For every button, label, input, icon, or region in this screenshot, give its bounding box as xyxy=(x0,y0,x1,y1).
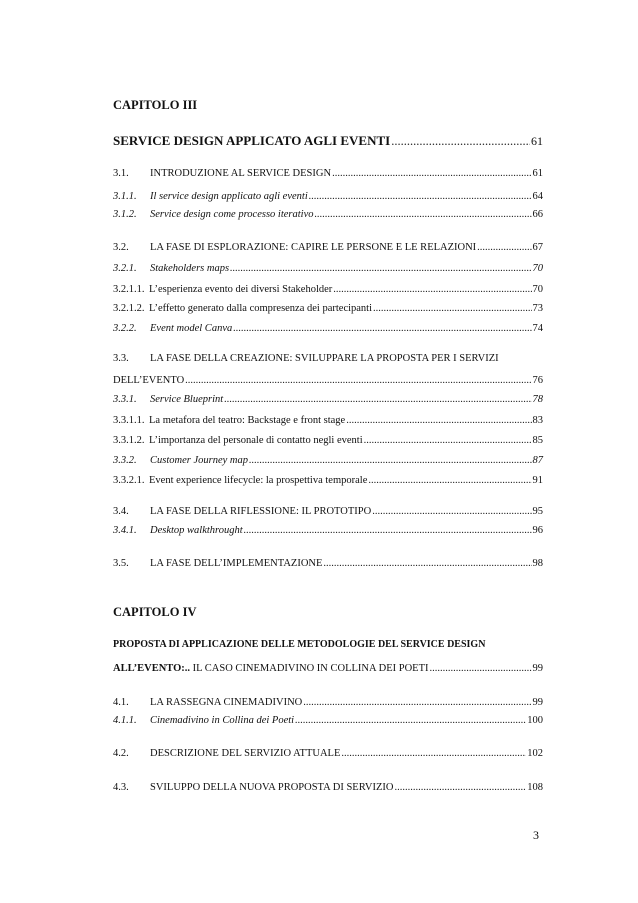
toc-page: 70 xyxy=(532,263,543,274)
chapter-3-heading: CAPITOLO III xyxy=(113,98,198,112)
leader-dots xyxy=(332,167,531,180)
toc-number: 3.2.1.1. xyxy=(113,284,145,295)
toc-page: 78 xyxy=(532,394,543,405)
toc-entry-multiline[interactable] xyxy=(113,352,499,365)
toc-title: Service design come processo iterativo xyxy=(150,209,314,220)
toc-title: Stakeholders maps xyxy=(150,263,230,274)
toc-number: 4.1. xyxy=(113,697,129,708)
toc-title: SVILUPPO DELLA NUOVA PROPOSTA DI SERVIZIO xyxy=(150,782,394,793)
leader-dots xyxy=(309,190,532,203)
toc-title: Event model Canva xyxy=(150,323,233,334)
toc-page: 91 xyxy=(532,475,543,486)
toc-page: 67 xyxy=(532,242,543,253)
toc-page: 61 xyxy=(531,134,543,148)
toc-entry[interactable] xyxy=(113,714,543,727)
toc-number: 3.1.2. xyxy=(113,209,137,220)
leader-dots xyxy=(333,283,531,296)
toc-page: 99 xyxy=(532,663,543,674)
toc-title: SERVICE DESIGN APPLICATO AGLI EVENTI xyxy=(113,133,391,148)
leader-dots xyxy=(314,208,531,221)
leader-dots xyxy=(244,524,532,537)
leader-dots xyxy=(341,747,526,760)
leader-dots xyxy=(372,505,531,518)
toc-entry[interactable] xyxy=(113,524,543,537)
toc-title: LA RASSEGNA CINEMADIVINO xyxy=(150,697,303,708)
leader-dots xyxy=(303,696,531,709)
toc-title: Service Blueprint xyxy=(150,394,224,405)
toc-number: 3.2. xyxy=(113,242,129,253)
toc-entry[interactable] xyxy=(113,322,543,335)
toc-title: Customer Journey map xyxy=(150,455,248,466)
toc-title: Desktop walkthrought xyxy=(150,525,243,536)
toc-page: 70 xyxy=(532,284,543,295)
leader-dots xyxy=(224,393,531,406)
toc-entry[interactable] xyxy=(113,167,543,180)
toc-entry[interactable] xyxy=(113,557,543,570)
leader-dots xyxy=(368,474,531,487)
chapter-4-title-line1[interactable]: PROPOSTA DI APPLICAZIONE DELLE METODOLOGIE DEL SERVICE DESIGN xyxy=(113,639,486,650)
toc-title: INTRODUZIONE AL SERVICE DESIGN xyxy=(150,168,332,179)
toc-entry[interactable] xyxy=(113,505,543,518)
toc-title: Event experience lifecycle: la prospettiva temporale xyxy=(149,475,368,486)
toc-page: 98 xyxy=(532,558,543,569)
toc-number: 4.2. xyxy=(113,748,129,759)
leader-dots xyxy=(295,714,526,727)
toc-title: DELL’EVENTO xyxy=(113,375,185,386)
leader-dots xyxy=(233,322,531,335)
leader-dots xyxy=(391,134,530,149)
toc-entry[interactable] xyxy=(113,241,543,254)
toc-page: 100 xyxy=(527,715,543,726)
leader-dots xyxy=(477,241,531,254)
toc-page: 102 xyxy=(527,748,543,759)
toc-title: L’importanza del personale di contatto negli eventi xyxy=(149,435,363,446)
toc-entry[interactable] xyxy=(113,208,543,221)
toc-title: DESCRIZIONE DEL SERVIZIO ATTUALE xyxy=(150,748,341,759)
toc-title: LA FASE DI ESPLORAZIONE: CAPIRE LE PERSONE E LE RELAZIONI xyxy=(150,242,477,253)
chapter-4-title-row[interactable] xyxy=(113,662,543,675)
toc-page: 73 xyxy=(532,303,543,314)
toc-number: 3.1.1. xyxy=(113,191,137,202)
toc-number: 3.2.2. xyxy=(113,323,137,334)
toc-number: 3.3.2. xyxy=(113,455,137,466)
toc-title: Il service design applicato agli eventi xyxy=(150,191,308,202)
toc-page: 87 xyxy=(532,455,543,466)
leader-dots xyxy=(430,662,532,675)
toc-entry[interactable] xyxy=(113,393,543,406)
leader-dots xyxy=(373,302,531,315)
toc-number: 3.3.2.1. xyxy=(113,475,145,486)
toc-number: 4.1.1. xyxy=(113,715,137,726)
toc-entry-continuation[interactable] xyxy=(113,374,543,387)
toc-title: IL CASO CINEMADIVINO IN COLLINA DEI POETI xyxy=(190,663,429,674)
toc-page: 76 xyxy=(532,375,543,386)
toc-entry[interactable] xyxy=(113,454,543,467)
toc-entry[interactable] xyxy=(113,302,543,315)
leader-dots xyxy=(346,414,531,427)
page-number: 3 xyxy=(533,828,539,842)
toc-page: 85 xyxy=(532,435,543,446)
toc-page: 99 xyxy=(532,697,543,708)
toc-title: La metafora del teatro: Backstage e front stage xyxy=(149,415,346,426)
toc-number: 3.3.1.2. xyxy=(113,435,145,446)
toc-page: 64 xyxy=(532,191,543,202)
toc-number: 3.2.1. xyxy=(113,263,137,274)
toc-number: 3.4.1. xyxy=(113,525,137,536)
toc-entry[interactable] xyxy=(113,781,543,794)
toc-title: LA FASE DELLA RIFLESSIONE: IL PROTOTIPO xyxy=(150,506,372,517)
toc-number: 4.3. xyxy=(113,782,129,793)
toc-entry[interactable] xyxy=(113,696,543,709)
toc-entry[interactable] xyxy=(113,283,543,296)
toc-number: 3.4. xyxy=(113,506,129,517)
toc-page: 66 xyxy=(532,209,543,220)
leader-dots xyxy=(249,454,532,467)
toc-page: 74 xyxy=(532,323,543,334)
toc-entry[interactable] xyxy=(113,434,543,447)
toc-page: 95 xyxy=(532,506,543,517)
toc-entry[interactable] xyxy=(113,747,543,760)
leader-dots xyxy=(364,434,532,447)
toc-title: L’esperienza evento dei diversi Stakeholder xyxy=(149,284,333,295)
toc-entry[interactable] xyxy=(113,474,543,487)
toc-title-bold: ALL’EVENTO:.. xyxy=(113,663,191,674)
toc-entry[interactable] xyxy=(113,414,543,427)
leader-dots xyxy=(394,781,526,794)
toc-entry[interactable] xyxy=(113,262,543,275)
leader-dots xyxy=(185,374,531,387)
toc-page: 96 xyxy=(532,525,543,536)
toc-number: 3.1. xyxy=(113,168,129,179)
leader-dots xyxy=(230,262,531,275)
toc-title: L’effetto generato dalla compresenza dei partecipanti xyxy=(149,303,373,314)
toc-title: Cinemadivino in Collina dei Poeti xyxy=(150,715,295,726)
toc-number: 3.3.1. xyxy=(113,394,137,405)
chapter-4-heading: CAPITOLO IV xyxy=(113,605,197,619)
toc-page: 61 xyxy=(532,168,543,179)
toc-page: 108 xyxy=(527,782,543,793)
chapter-3-title-row[interactable] xyxy=(113,133,543,149)
toc-number: 3.2.1.2. xyxy=(113,303,145,314)
toc-entry[interactable] xyxy=(113,190,543,203)
toc-title: LA FASE DELL’IMPLEMENTAZIONE xyxy=(150,558,323,569)
leader-dots xyxy=(323,557,531,570)
toc-number: 3.5. xyxy=(113,558,129,569)
toc-page: 83 xyxy=(532,415,543,426)
toc-title: LA FASE DELLA CREAZIONE: SVILUPPARE LA PROPOSTA PER I SERVIZI xyxy=(150,353,499,364)
toc-number: 3.3. xyxy=(113,353,129,364)
toc-number: 3.3.1.1. xyxy=(113,415,145,426)
